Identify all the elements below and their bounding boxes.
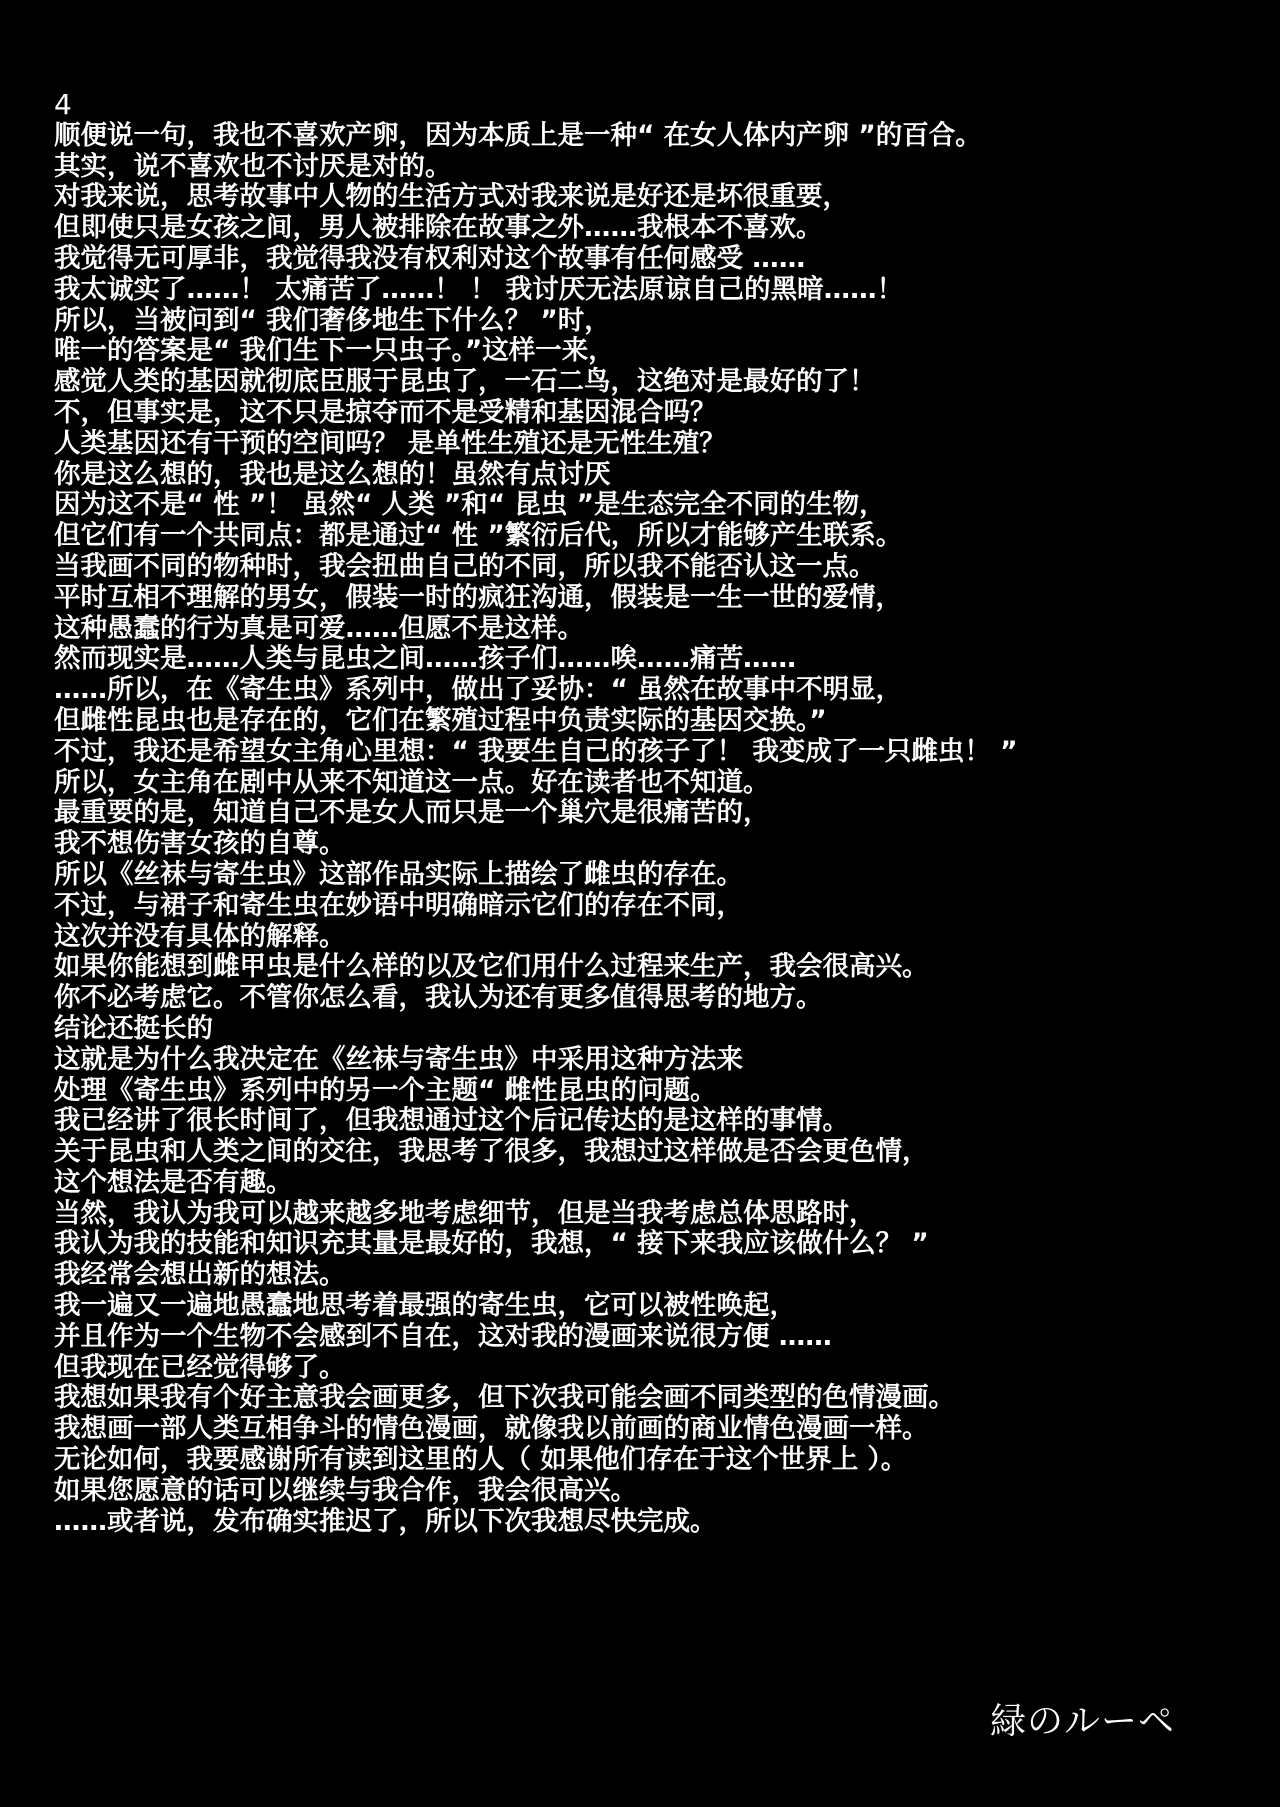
text-line: 然而现实是……人类与昆虫之间……孩子们……唉……痛苦…… xyxy=(54,643,796,675)
text-line: 我经常会想出新的想法。 xyxy=(54,1259,346,1291)
text-line: 但我现在已经觉得够了。 xyxy=(54,1351,346,1383)
text-line: 所以《丝袜与寄生虫》这部作品实际上描绘了雌虫的存在。 xyxy=(54,858,743,890)
text-line: 我认为我的技能和知识充其量是最好的，我想，“ 接下来我应该做什么？ ” xyxy=(54,1228,929,1260)
text-line: 顺便说一句，我也不喜欢产卵，因为本质上是一种“ 在女人体内产卵 ”的百合。 xyxy=(54,119,982,151)
page-number: 4 xyxy=(54,88,72,121)
text-line: 但即使只是女孩之间，男人被排除在故事之外……我根本不喜欢。 xyxy=(54,212,823,244)
text-line: 最重要的是，知道自己不是女人而只是一个巢穴是很痛苦的， xyxy=(54,797,770,829)
text-line: 我觉得无可厚非，我觉得我没有权利对这个故事有任何感受 …… xyxy=(54,242,806,274)
text-line: 当然，我认为我可以越来越多地考虑细节，但是当我考虑总体思路时， xyxy=(54,1197,876,1229)
text-line: 处理《寄生虫》系列中的另一个主题“ 雌性昆虫的问题。 xyxy=(54,1074,717,1106)
text-line: 感觉人类的基因就彻底臣服于昆虫了，一石二鸟，这绝对是最好的了！ xyxy=(54,366,876,398)
text-line: 我已经讲了很长时间了，但我想通过这个后记传达的是这样的事情。 xyxy=(54,1105,849,1137)
text-line: 关于昆虫和人类之间的交往，我思考了很多，我想过这样做是否会更色情， xyxy=(54,1136,929,1168)
text-line: 如果你能想到雌甲虫是什么样的以及它们用什么过程来生产，我会很高兴。 xyxy=(54,951,929,983)
text-line: 不过，与裙子和寄生虫在妙语中明确暗示它们的存在不同， xyxy=(54,889,743,921)
text-line: 但它们有一个共同点：都是通过“ 性 ”繁衍后代，所以才能够产生联系。 xyxy=(54,520,903,552)
text-line: 如果您愿意的话可以继续与我合作，我会很高兴。 xyxy=(54,1474,637,1506)
text-line: 平时互相不理解的男女，假装一时的疯狂沟通，假装是一生一世的爱情， xyxy=(54,581,902,613)
text-line: 我一遍又一遍地愚蠢地思考着最强的寄生虫，它可以被性唤起， xyxy=(54,1290,796,1322)
text-line: 我太诚实了……！ 太痛苦了……！ ！ 我讨厌无法原谅自己的黑暗……！ xyxy=(54,273,904,305)
text-line: 不过，我还是希望女主角心里想：“ 我要生自己的孩子了！ 我变成了一只雌虫！ ” xyxy=(54,735,1018,767)
text-line: 我想画一部人类互相争斗的情色漫画，就像我以前画的商业情色漫画一样。 xyxy=(54,1413,929,1445)
author-signature: 緑のルーペ xyxy=(990,1701,1176,1742)
text-line: 我不想伤害女孩的自尊。 xyxy=(54,828,346,860)
text-line: 这就是为什么我决定在《丝袜与寄生虫》中采用这种方法来 xyxy=(54,1043,743,1075)
text-line: ……所以，在《寄生虫》系列中，做出了妥协：“ 虽然在故事中不明显， xyxy=(54,674,903,706)
text-line: 结论还挺长的 xyxy=(54,1012,213,1044)
text-line: 所以，女主角在剧中从来不知道这一点。好在读者也不知道。 xyxy=(54,766,770,798)
text-line: 你不必考虑它。不管你怎么看，我认为还有更多值得思考的地方。 xyxy=(54,982,823,1014)
text-line: 但雌性昆虫也是存在的，它们在繁殖过程中负责实际的基因交换。” xyxy=(54,704,827,736)
afterword-text-block xyxy=(54,90,1274,1537)
text-line: 这个想法是否有趣。 xyxy=(54,1166,293,1198)
text-line: 其实，说不喜欢也不讨厌是对的。 xyxy=(54,150,452,182)
text-line: ……或者说，发布确实推迟了，所以下次我想尽快完成。 xyxy=(54,1505,717,1537)
text-line: 唯一的答案是“ 我们生下一只虫子。”这样一来， xyxy=(54,335,615,367)
text-line: 我想如果我有个好主意我会画更多，但下次我可能会画不同类型的色情漫画。 xyxy=(54,1382,955,1414)
text-line: 无论如何，我要感谢所有读到这里的人（ 如果他们存在于这个世界上 ）。 xyxy=(54,1444,908,1476)
text-line: 所以，当被问到“ 我们奢侈地生下什么？ ”时， xyxy=(54,304,611,336)
text-line: 不，但事实是，这不只是掠夺而不是受精和基因混合吗？ xyxy=(54,396,717,428)
text-line: 对我来说，思考故事中人物的生活方式对我来说是好还是坏很重要， xyxy=(54,181,849,213)
text-line: 因为这不是“ 性 ”！ 虽然“ 人类 ”和“ 昆虫 ”是生态完全不同的生物， xyxy=(54,489,886,521)
text-line: 并且作为一个生物不会感到不自在，这对我的漫画来说很方便 …… xyxy=(54,1320,832,1352)
text-line: 这种愚蠢的行为真是可爱……但愿不是这样。 xyxy=(54,612,584,644)
text-line: 你是这么想的，我也是这么想的！虽然有点讨厌 xyxy=(54,458,611,490)
text-line: 这次并没有具体的解释。 xyxy=(54,920,346,952)
text-line: 人类基因还有干预的空间吗？ 是单性生殖还是无性生殖？ xyxy=(54,427,726,459)
text-line: 当我画不同的物种时，我会扭曲自己的不同，所以我不能否认这一点。 xyxy=(54,550,876,582)
